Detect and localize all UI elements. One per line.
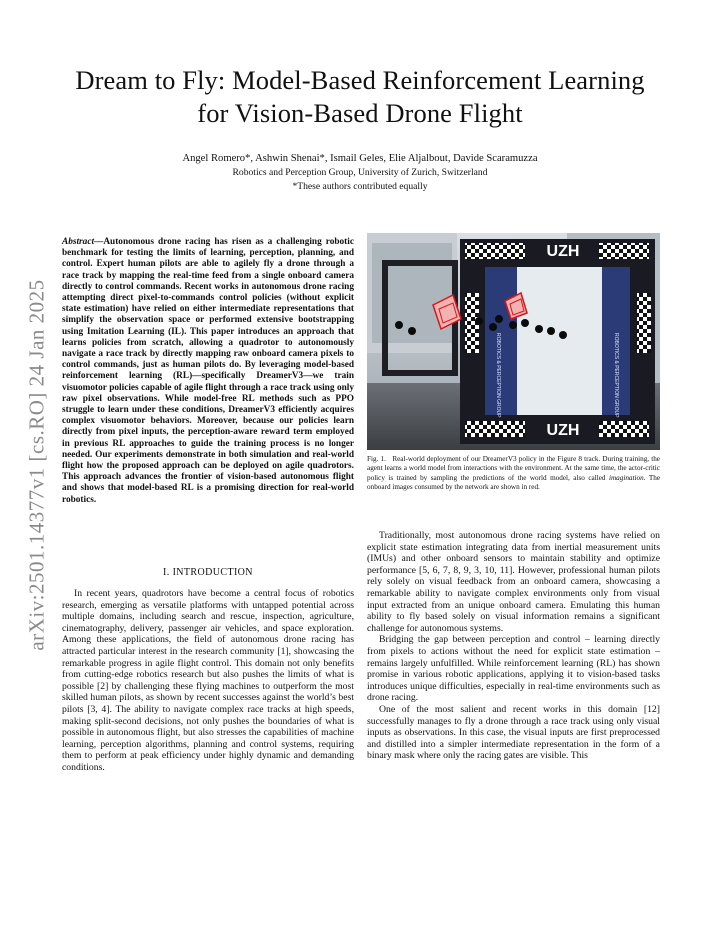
figure-photo-illustration (367, 233, 660, 450)
abstract (62, 237, 354, 506)
caption-text: Real-world deployment of our DreamerV3 policy in the Figure 8 track. During training, the agent learns a world model from interactions with the environment. At the same time, the actor-critic policy is trained by sampling the predictions of the world model, also called (367, 455, 660, 482)
equal-contribution-note: *These authors contributed equally (292, 181, 428, 192)
abstract-label: Abstract (62, 237, 95, 247)
caption-italic: imagination (608, 473, 644, 482)
affiliation: Robotics and Perception Group, University of Zurich, Switzerland (232, 167, 488, 178)
gate-side-text-left: ROBOTICS & PERCEPTION GROUP (495, 333, 501, 418)
figure-drone-gate-photo (367, 233, 660, 450)
right-paragraph-3: One of the most salient and recent works in this domain [12] successfully manages to fly a drone through a race track using only visual inputs as observations. In this case, the visual inputs are first preprocessed and distilled into a simpler intermediate representation in the form of a binary mask where only the racing gates are visible. This (367, 703, 660, 762)
gate-side-text-right: ROBOTICS & PERCEPTION GROUP (613, 333, 619, 418)
author-list: Angel Romero*, Ashwin Shenai*, Ismail Geles, Elie Aljalbout, Davide Scaramuzza (182, 153, 538, 164)
right-paragraph-2: Bridging the gap between perception and control – learning directly from pixels to actions without the need for explicit state estimation – remains largely unfulfilled. While reinforcement learning (RL) has shown promise in various robotic applications, applying it to vision-based tasks introduces unique difficulties, especially in real-time environments such as drone racing. (367, 634, 660, 704)
arxiv-identifier: arXiv:2501.14377v1 [cs.RO] 24 Jan 2025 (24, 279, 49, 651)
intro-paragraph: In recent years, quadrotors have become a central focus of robotics research, emerging as versatile platforms with untapped potential across multiple domains, including search and rescue, inspection, agriculture, cinematography, delivery, passenger air vehicles, and space exploration. Among these applications, the field of autonomous drone racing has attracted particular interest in the research community [1], showcasing the remarkable progress in agile flight control. This domain not only benefits from cutting-edge robotics research but also pushes the limits of what is possible [2] by challenging these flying machines to outperform the most skilled human pilots, as shown by recent successes against the world’s best pilots [3, 4]. The ability to navigate complex race tracks at high speeds, making split-second decisions, not only pushes the boundaries of what is possible in autonomous flight, but also stresses the capabilities of machine learning, perception algorithms, planning and control systems, requiring them to perform at peak efficiency under highly dynamic and demanding conditions. (62, 588, 354, 773)
paper-title: Dream to Fly: Model-Based Reinforcement Learning for Vision-Based Drone Flight (75, 65, 645, 128)
gate-logo-bottom: UZH (546, 422, 580, 439)
abstract-text: —Autonomous drone racing has risen as a challenging robotic benchmark for testing the limits of learning, perception, planning, and control. Expert human pilots are able to agilely fly a drone through a race track by mapping the real-time feed from a single onboard camera directly to control commands. Recent works in autonomous drone racing attempting direct pixel-to-commands control policies (without explicit state estimation) have relied on either intermediate representations that simplify the observation space or performed extensive bootstrapping using Imitation Learning (IL). This paper introduces an approach that learns policies from scratch, allowing a quadrotor to autonomously navigate a race track by directly mapping raw onboard camera pixels to control commands, just as human pilots do. By leveraging model-based reinforcement learning (RL)—specifically DreamerV3—we train visuomotor policies capable of agile flight through a race track using only raw pixel observations. While model-free RL methods such as PPO struggle to learn under these conditions, DreamerV3 efficiently acquires complex visuomotor behaviors. Moreover, because our policies learn directly from pixel inputs, the perception-aware reward term employed in previous RL approaches to guide the training process is no longer needed. Our experiments demonstrate in both simulation and real-world flight how the proposed approach can be deployed on agile quadrotors. This approach advances the frontier of vision-based autonomous flight and shows that model-based RL is a promising direction for real-world robotics. (62, 237, 354, 505)
gate-logo-top: UZH (546, 243, 580, 260)
caption-label: Fig. 1. (367, 455, 386, 463)
section-heading: I. INTRODUCTION (163, 567, 253, 578)
right-column-body (367, 530, 660, 762)
figure-caption (367, 455, 660, 492)
right-paragraph-1: Traditionally, most autonomous drone racing systems have relied on explicit state estimation integrating data from inertial measurement units (IMUs) and other onboard sensors to maintain stability and optimize performance [5, 6, 7, 8, 9, 3, 10, 11]. However, professional human pilots rely solely on visual feedback from an onboard camera, showcasing a remarkable ability to navigate complex environments only from visual input extracted from an unique onboard camera. Emulating this human ability to fly based solely on visual information remains a significant challenge for autonomous systems. (367, 530, 660, 634)
caption-end: . The onboard images consumed by the network are shown in red. (367, 473, 661, 491)
